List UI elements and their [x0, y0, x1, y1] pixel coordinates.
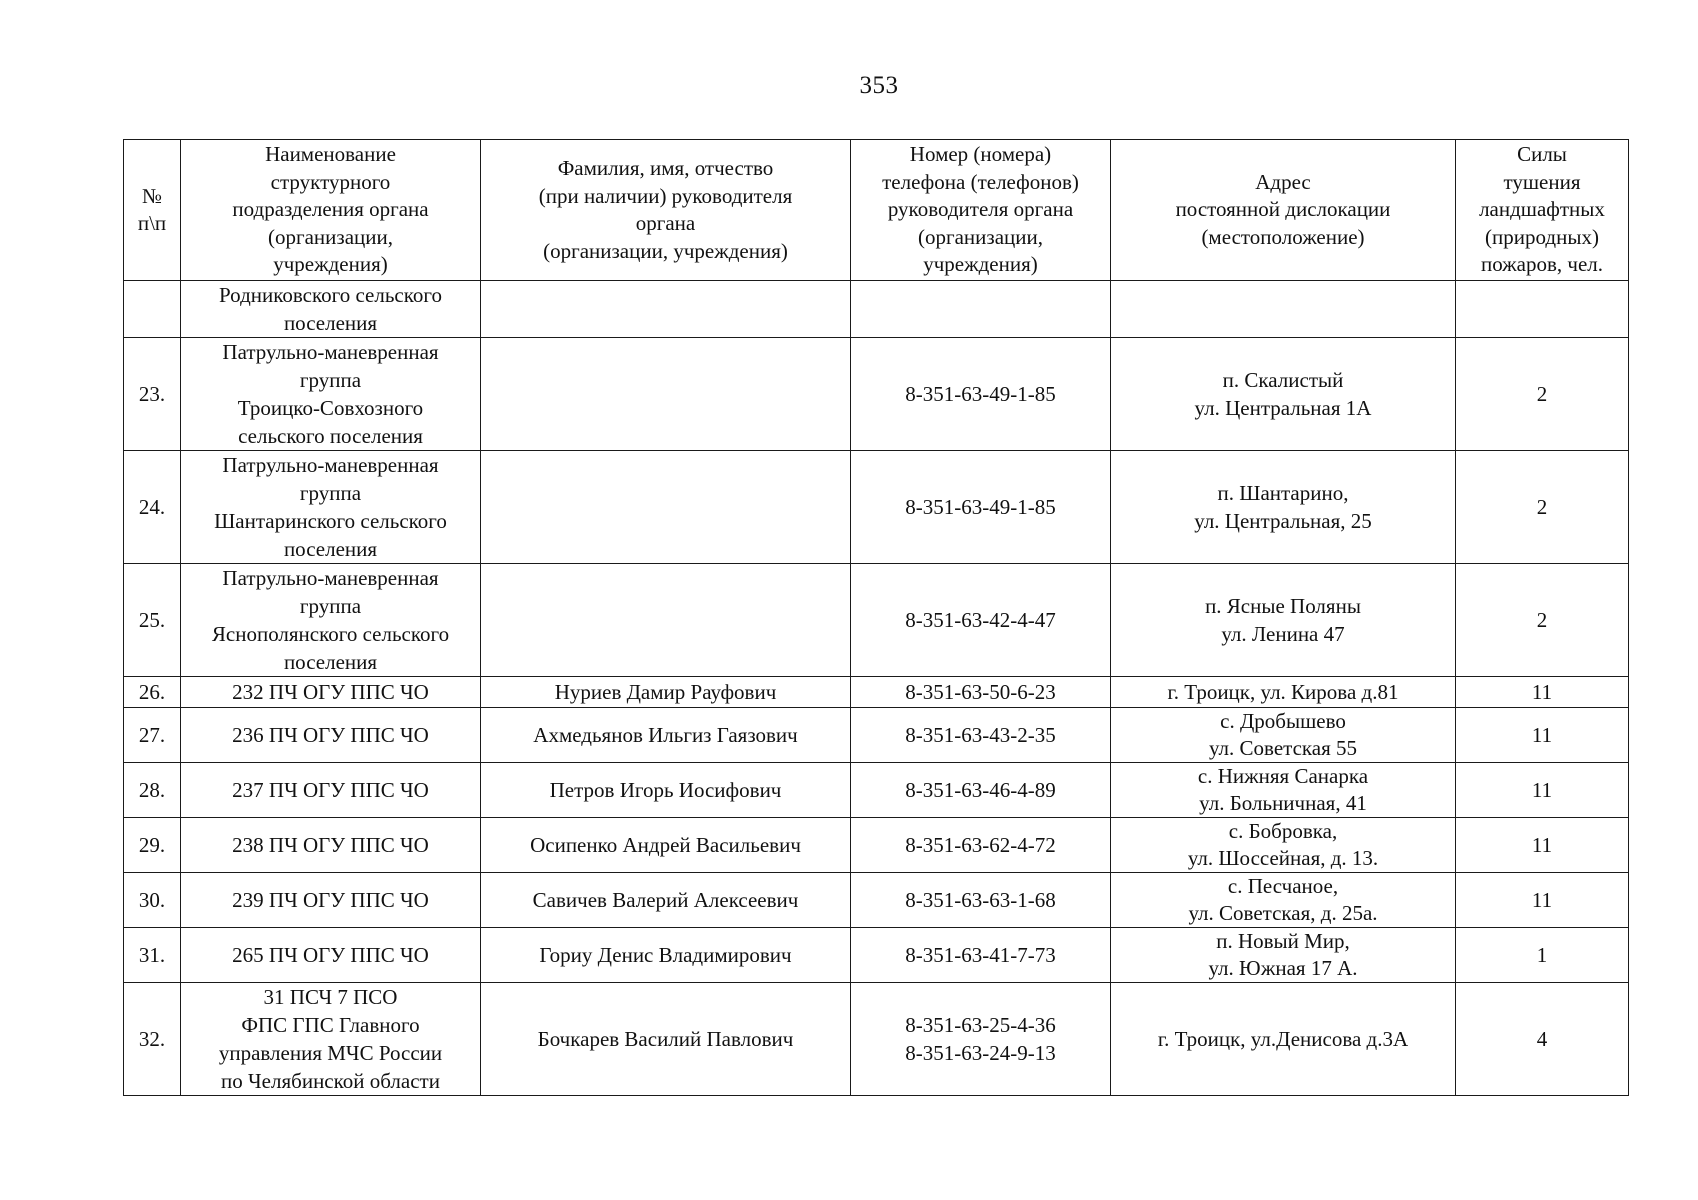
phone-cell: [851, 873, 1111, 928]
unit-name-cell-line: Троицко-Совхозного: [237, 396, 424, 420]
address-cell-line: ул. Ленина 47: [1221, 622, 1345, 646]
address-cell-line: п. Скалистый: [1222, 368, 1344, 392]
address-cell: [1111, 451, 1456, 564]
phone-cell: [851, 928, 1111, 983]
unit-name-cell: [181, 983, 481, 1096]
unit-name-cell-line: 265 ПЧ ОГУ ППС ЧО: [232, 942, 429, 967]
header-forces-line: пожаров, чел.: [1480, 252, 1604, 277]
unit-name-cell-line: группа: [299, 594, 362, 618]
header-address-line: (местоположение): [1201, 224, 1365, 249]
phone-cell: [851, 763, 1111, 818]
page-number: 353: [859, 72, 899, 99]
header-forces-line: тушения: [1503, 169, 1581, 194]
unit-name-cell-line: сельского поселения: [238, 424, 423, 448]
head-name-cell: [481, 873, 851, 928]
table-row: [124, 451, 1629, 564]
header-head-name: [481, 140, 851, 281]
address-cell: [1111, 763, 1456, 818]
address-cell: [1111, 873, 1456, 928]
head-name-cell: [481, 564, 851, 677]
unit-name-cell-line: Шантаринского сельского: [214, 509, 447, 533]
row-number: 28.: [124, 763, 181, 818]
unit-name-cell: [181, 281, 481, 338]
phone-cell-line: 8-351-63-25-4-36: [905, 1013, 1056, 1037]
table-row: [124, 338, 1629, 451]
head-name-cell: [481, 281, 851, 338]
unit-name-cell-line: группа: [299, 368, 362, 392]
address-cell-line: п. Ясные Поляны: [1205, 594, 1361, 618]
table-row: [124, 818, 1629, 873]
head-name-cell-line: Гориу Денис Владимирович: [539, 942, 792, 967]
unit-name-cell-line: группа: [299, 481, 362, 505]
forces-cell: 11: [1456, 873, 1629, 928]
table-row: [124, 564, 1629, 677]
phone-cell-line: 8-351-63-24-9-13: [905, 1041, 1056, 1065]
forces-cell: 11: [1456, 763, 1629, 818]
head-name-cell-line: Нуриев Дамир Рауфович: [554, 680, 777, 704]
head-name-cell: [481, 708, 851, 763]
address-cell: [1111, 983, 1456, 1096]
address-cell-line: с. Нижняя Санарка: [1197, 764, 1369, 788]
header-unit-name-line: подразделения органа: [232, 197, 429, 222]
forces-cell: 11: [1456, 818, 1629, 873]
phone-cell-line: 8-351-63-49-1-85: [905, 495, 1056, 519]
address-cell: [1111, 818, 1456, 873]
header-number: [124, 140, 181, 281]
phone-cell-line: 8-351-63-62-4-72: [905, 832, 1056, 857]
address-cell-line: ул. Больничная, 41: [1199, 791, 1367, 815]
phone-cell: [851, 708, 1111, 763]
header-head-name-line: органа: [635, 211, 696, 235]
forces-cell: [1456, 281, 1629, 338]
address-cell-line: ул. Советская, д. 25а.: [1188, 901, 1378, 925]
row-number: 29.: [124, 818, 181, 873]
unit-name-cell-line: поселения: [283, 650, 378, 674]
unit-name-cell-line: ФПС ГПС Главного: [241, 1013, 420, 1037]
row-number: 32.: [124, 983, 181, 1096]
head-name-cell-line: Осипенко Андрей Васильевич: [530, 832, 801, 857]
unit-name-cell: [181, 818, 481, 873]
header-row: [124, 140, 1629, 281]
header-number-line: №: [141, 183, 163, 208]
phone-cell: [851, 677, 1111, 708]
header-number-line: п\п: [137, 211, 167, 235]
header-head-name-line: (организации, учреждения): [543, 238, 788, 263]
unit-name-cell-line: 232 ПЧ ОГУ ППС ЧО: [232, 680, 429, 704]
header-phone-line: Номер (номера): [909, 142, 1052, 167]
phone-cell-line: 8-351-63-42-4-47: [905, 608, 1056, 632]
address-cell-line: ул. Советская 55: [1208, 736, 1358, 760]
phone-cell-line: 8-351-63-46-4-89: [905, 777, 1056, 802]
row-number: 23.: [124, 338, 181, 451]
header-head-name-line: Фамилия, имя, отчество: [557, 156, 774, 180]
head-name-cell-line: Савичев Валерий Алексеевич: [532, 887, 799, 912]
unit-name-cell: [181, 873, 481, 928]
unit-name-cell: [181, 677, 481, 708]
table-row: [124, 873, 1629, 928]
header-unit-name-line: структурного: [270, 169, 391, 194]
unit-name-cell-line: 239 ПЧ ОГУ ППС ЧО: [232, 887, 429, 912]
header-phone-line: руководителя органа: [887, 197, 1074, 222]
unit-name-cell-line: 237 ПЧ ОГУ ППС ЧО: [232, 777, 429, 802]
unit-name-cell-line: 31 ПСЧ 7 ПСО: [263, 985, 398, 1009]
phone-cell: [851, 564, 1111, 677]
unit-name-cell: [181, 338, 481, 451]
forces-cell: 11: [1456, 677, 1629, 708]
header-forces-line: ландшафтных: [1479, 197, 1605, 222]
row-number: 30.: [124, 873, 181, 928]
forces-cell: 4: [1456, 983, 1629, 1096]
address-cell: [1111, 564, 1456, 677]
unit-name-cell-line: поселения: [283, 537, 378, 561]
head-name-cell: [481, 983, 851, 1096]
table-row: [124, 677, 1629, 708]
header-unit-name-line: Наименование: [265, 142, 396, 167]
head-name-cell: [481, 677, 851, 708]
table-body: [124, 281, 1629, 1096]
header-unit-name-line: (организации,: [268, 224, 393, 249]
unit-name-cell-line: Патрульно-маневренная: [222, 340, 439, 364]
address-cell-line: г. Троицк, ул.Денисова д.3А: [1157, 1027, 1409, 1051]
unit-name-cell-line: управления МЧС России: [218, 1041, 443, 1065]
phone-cell: [851, 818, 1111, 873]
row-number: 25.: [124, 564, 181, 677]
forces-cell: 11: [1456, 708, 1629, 763]
address-cell-line: г. Троицк, ул. Кирова д.81: [1167, 680, 1399, 704]
header-unit-name: [181, 140, 481, 281]
header-forces-line: Силы: [1517, 142, 1567, 167]
header-address-line: постоянной дислокации: [1175, 197, 1391, 222]
head-name-cell: [481, 338, 851, 451]
fire-forces-table: [123, 139, 1629, 1096]
unit-name-cell: [181, 928, 481, 983]
head-name-cell: [481, 451, 851, 564]
header-forces-line: (природных): [1485, 224, 1599, 249]
unit-name-cell-line: Родниковского сельского: [219, 283, 442, 307]
address-cell-line: п. Шантарино,: [1217, 481, 1349, 505]
row-number: 24.: [124, 451, 181, 564]
phone-cell-line: 8-351-63-49-1-85: [905, 382, 1056, 406]
header-address-line: Адрес: [1255, 169, 1311, 194]
row-number: 31.: [124, 928, 181, 983]
unit-name-cell: [181, 708, 481, 763]
unit-name-cell-line: Патрульно-маневренная: [222, 453, 439, 477]
address-cell: [1111, 928, 1456, 983]
address-cell: [1111, 708, 1456, 763]
address-cell-line: ул. Центральная 1А: [1194, 396, 1372, 420]
phone-cell-line: 8-351-63-63-1-68: [905, 887, 1056, 912]
address-cell-line: п. Новый Мир,: [1216, 929, 1350, 953]
address-cell-line: с. Бобровка,: [1228, 819, 1338, 843]
header-head-name-line: (при наличии) руководителя: [538, 183, 793, 208]
header-phone-line: (организации,: [918, 224, 1043, 249]
unit-name-cell-line: по Челябинской области: [221, 1069, 440, 1093]
forces-cell: 2: [1456, 338, 1629, 451]
head-name-cell: [481, 928, 851, 983]
address-cell-line: с. Песчаное,: [1227, 874, 1339, 898]
phone-cell-line: 8-351-63-41-7-73: [905, 942, 1056, 967]
phone-cell: [851, 451, 1111, 564]
phone-cell: [851, 983, 1111, 1096]
table-row: [124, 983, 1629, 1096]
forces-cell: 2: [1456, 451, 1629, 564]
unit-name-cell-line: поселения: [283, 311, 378, 335]
unit-name-cell: [181, 763, 481, 818]
row-number: 27.: [124, 708, 181, 763]
address-cell: [1111, 338, 1456, 451]
table-row: [124, 763, 1629, 818]
table-row: [124, 928, 1629, 983]
head-name-cell-line: Ахмедьянов Ильгиз Гаязович: [533, 722, 798, 747]
table-row: [124, 708, 1629, 763]
unit-name-cell-line: 238 ПЧ ОГУ ППС ЧО: [232, 832, 429, 857]
head-name-cell: [481, 818, 851, 873]
head-name-cell: [481, 763, 851, 818]
head-name-cell-line: Петров Игорь Иосифович: [549, 777, 782, 802]
row-number: 26.: [124, 677, 181, 708]
phone-cell: [851, 338, 1111, 451]
unit-name-cell-line: 236 ПЧ ОГУ ППС ЧО: [232, 722, 429, 747]
forces-cell: 1: [1456, 928, 1629, 983]
phone-cell-line: 8-351-63-50-6-23: [905, 680, 1056, 704]
phone-cell-line: 8-351-63-43-2-35: [905, 722, 1056, 747]
address-cell-line: ул. Шоссейная, д. 13.: [1187, 846, 1379, 870]
forces-cell: 2: [1456, 564, 1629, 677]
header-phone-line: учреждения): [923, 252, 1038, 277]
address-cell-line: ул. Центральная, 25: [1194, 509, 1372, 533]
phone-cell: [851, 281, 1111, 338]
unit-name-cell-line: Яснополянского сельского: [211, 622, 450, 646]
address-cell: [1111, 281, 1456, 338]
unit-name-cell-line: Патрульно-маневренная: [222, 566, 439, 590]
unit-name-cell: [181, 451, 481, 564]
table-row: [124, 281, 1629, 338]
header-unit-name-line: учреждения): [273, 252, 388, 277]
address-cell: [1111, 677, 1456, 708]
header-phone: [851, 140, 1111, 281]
address-cell-line: с. Дробышево: [1220, 709, 1346, 733]
row-number: [124, 281, 181, 338]
table-header: [124, 140, 1629, 281]
head-name-cell-line: Бочкарев Василий Павлович: [537, 1027, 794, 1051]
header-forces: [1456, 140, 1629, 281]
unit-name-cell: [181, 564, 481, 677]
address-cell-line: ул. Южная 17 А.: [1208, 956, 1358, 980]
header-address: [1111, 140, 1456, 281]
header-phone-line: телефона (телефонов): [882, 169, 1079, 194]
